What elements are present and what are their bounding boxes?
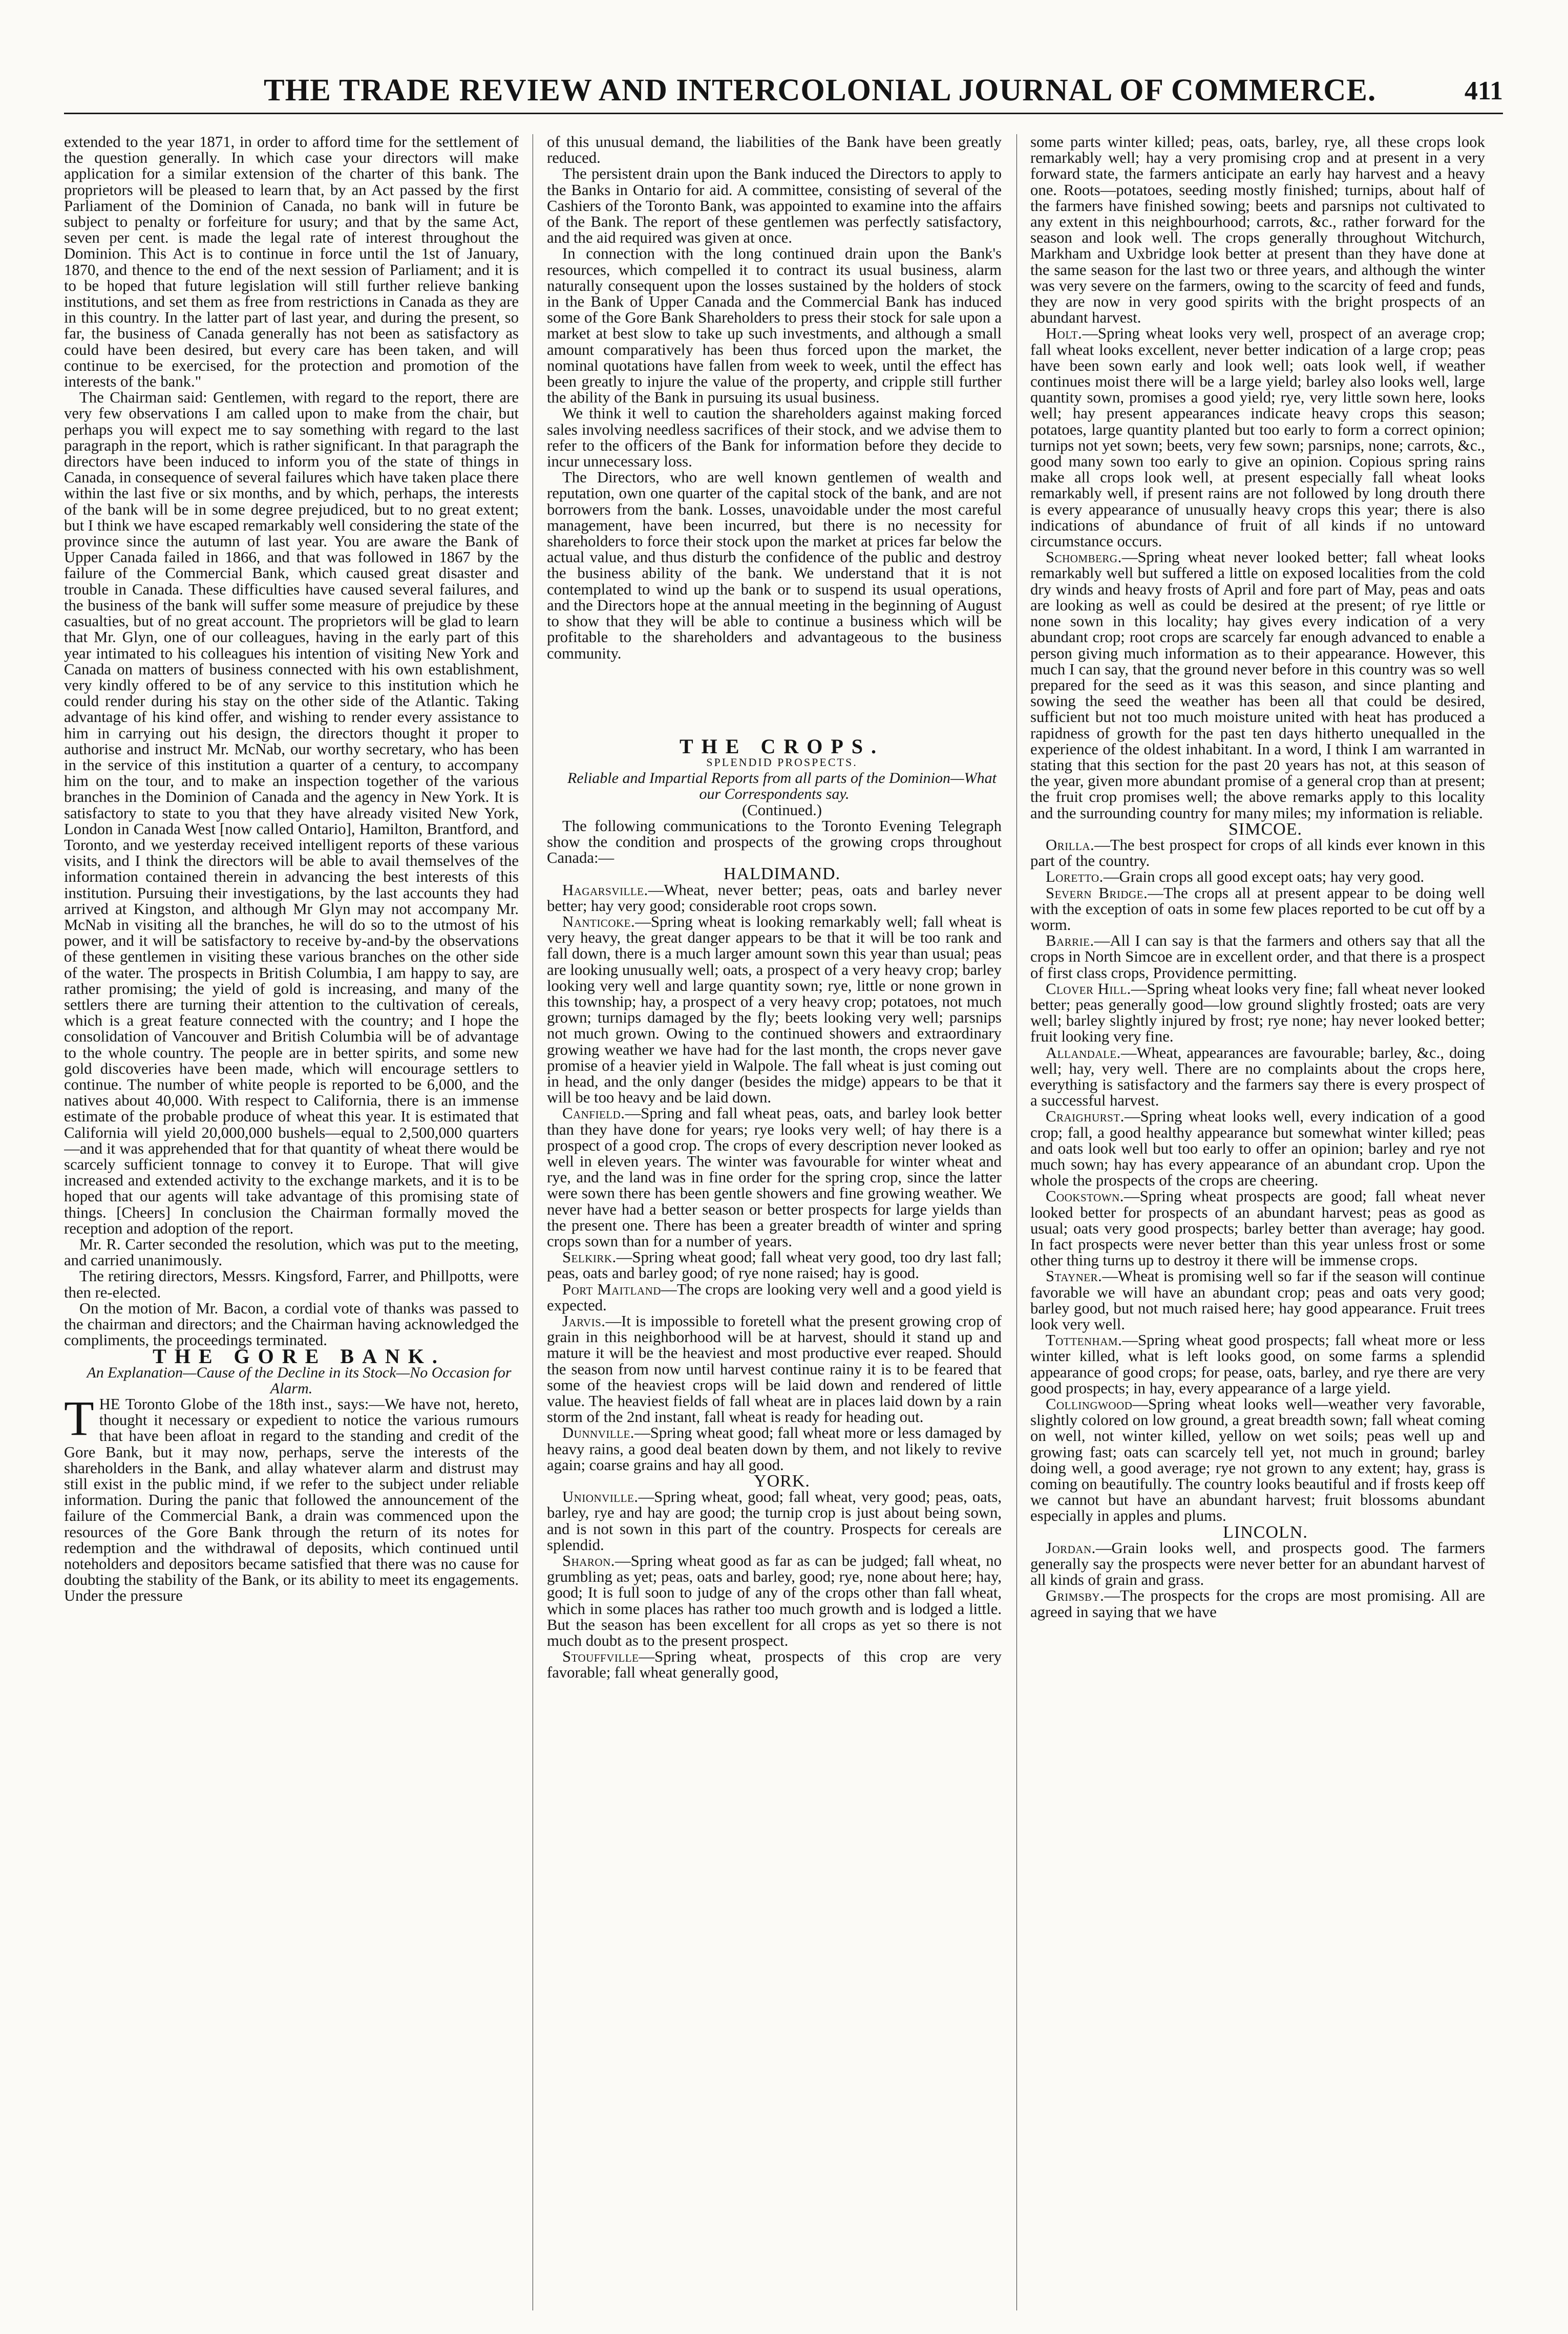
place-name: Barrie. (1046, 932, 1094, 950)
report-entry (1030, 1332, 1485, 1396)
journal-title: THE TRADE REVIEW AND INTERCOLONIAL JOURNAL OF COMMERCE. (264, 73, 1376, 108)
continued-note: (Continued.) (742, 801, 822, 819)
county-heading-york: YORK. (754, 1472, 810, 1491)
place-name: Sharon. (562, 1552, 615, 1570)
county-heading-haldimand: HALDIMAND. (723, 864, 841, 884)
place-name: Jarvis. (562, 1312, 606, 1330)
place-name: Holt. (1046, 325, 1083, 343)
column-rule-2 (1016, 134, 1017, 2310)
report-text: —Wheat, appearances are favourable; barley, &c., doing well; hay, very well. There are no complaints about the crops here, everything is satisfactory and the farmers say there is every prospect of a successful harvest. (1030, 1044, 1485, 1110)
gore-bank-subheading: An Explanation—Cause of the Decline in its Stock—No Occasion for Alarm. (87, 1364, 512, 1397)
report-text: —Spring wheat prospects are good; fall wheat never looked better for prospects of an abundant harvest; peas as good as usual; oats very good prospects; barley better than average; hay good. In fact prospects were never better than this year unless frost or some other thing turns up to destroy it there will be immense crops. (1030, 1187, 1485, 1269)
report-entry (1030, 326, 1485, 549)
place-name: Jordan. (1046, 1539, 1096, 1557)
report-text: —Spring wheat looks well, every indication of a good crop; fall, a good healthy appearance but somewhat winter killed; peas and oats look well but too early to offer an opinion; barley and rye not much sown; hay has every appearance of an abundant crop. Upon the whole the prospects of the crops are cheering. (1030, 1108, 1485, 1190)
county-heading-simcoe: SIMCOE. (1228, 819, 1302, 839)
report-text: —The prospects for the crops are most promising. All are agreed in saying that we have (1030, 1587, 1485, 1621)
report-text: —Spring wheat good prospects; fall wheat more or less winter killed, what is left looks good, on some farms a splendid appearance of good crops; for pease, oats, barley, and rye there are very good prospects; in hay, every appearance of a large yield. (1030, 1331, 1485, 1397)
place-name: Severn Bridge. (1046, 884, 1148, 902)
report-entry (547, 1313, 1002, 1425)
report-text: —It is impossible to foretell what the present growing crop of grain in this neighborhood will be at harvest, should it stand up and mature it will be the heaviest and most productive ever reaped. Should the season from now until harvest continue rainy it is to be feared that some of the heaviest crops will be laid down and rendered of little value. The heaviest fields of fall wheat are in places laid down by a rain storm of the 2nd instant, fall wheat is ready for heading out. (547, 1312, 1002, 1426)
report-entry (1030, 1109, 1485, 1189)
report-entry (547, 914, 1002, 1106)
place-name: Stouffville (562, 1648, 639, 1666)
place-name: Hagarsville. (562, 881, 648, 899)
paragraph: of this unusual demand, the liabilities of the Bank have been greatly reduced. (547, 134, 1002, 167)
report-text: —The crops are looking very well and a good yield is expected. (547, 1280, 1002, 1314)
place-name: Allandale. (1046, 1044, 1121, 1062)
place-name: Collingwood (1046, 1395, 1133, 1413)
report-text: —Spring wheat good; fall wheat very good, too dry last fall; peas, oats and barley good; of rye none raised; hay is good. (547, 1248, 1002, 1282)
report-entry (1030, 981, 1485, 1045)
gore-bank-text: HE Toronto Globe of the 18th inst., says:—We have not, hereto, thought it necessary or expedient to notice the various rumours that have been afloat in regard to the standing and credit of the Gore Bank, but it may now, perhaps, serve the interests of the shareholders in the Bank, and allay whatever alarm and distrust may still exist in the public mind, if we refer to the subject under reliable information. During the panic that followed the announcement of the failure of the Commercial Bank, a drain was commenced upon the resources of the Gore Bank through the return of its notes for redemption and the withdrawal of deposits, which continued until noteholders and depositors became satisfied that there was no cause for doubting the stability of the Bank, or its ability to meet its engagements. Under the pressure (64, 1395, 519, 1605)
report-text: —Wheat is promising well so far if the season will continue favorable we will have an abundant crop; peas and oats very good; barley good, but not much raised here; hay good appearance. Fruit trees look very well. (1030, 1267, 1485, 1333)
column-2 (547, 134, 1002, 2310)
report-entry (547, 882, 1002, 914)
place-name: Canfield. (562, 1105, 625, 1122)
report-text: —Spring wheat is looking remarkably well; fall wheat is very heavy, the great danger appears to be that it will be too rank and fall down, there is a much larger amount sown this year than usual; peas are looking unusually well; oats, a prospect of a very heavy crop; barley looking very well and large quantity sown; rye, little or none grown in this township; hay, a prospect of a very heavy crop; potatoes, not much grown; turnips damaged by the fly; beets looking very well; parsnips not much grown. Owing to the continued showers and extraordinary growing weather we have had for the last month, the crops never gave promise of a heavier yield in Walpole. The fall wheat is just coming out in head, and the only danger (besides the midge) appears to be that it will be too heavy and be laid down. (547, 913, 1002, 1107)
report-entry (1030, 1396, 1485, 1524)
report-entry (1030, 1189, 1485, 1268)
report-entry (1030, 869, 1485, 885)
report-entry (547, 1425, 1002, 1473)
report-text: —Spring and fall wheat peas, oats, and barley look better than they have done for years; rye looks very well; of hay there is a prospect of a good crop. The crops of every description never looked as well in eleven years. The winter was favourable for winter wheat and rye, and the land was in fine order for the spring crop, since the latter were sown there has been gentle showers and fine growing weather. We never have had a better season or better prospects for large yields than the present one. There has been a greater breadth of winter and spring crops sown than for a number of years. (547, 1105, 1002, 1250)
report-entry (1030, 1045, 1485, 1109)
report-entry (1030, 1588, 1485, 1620)
report-entry (547, 1106, 1002, 1249)
place-name: Stayner. (1046, 1267, 1103, 1285)
page-header (64, 73, 1503, 114)
place-name: Loretto. (1046, 868, 1104, 886)
drop-cap: T (64, 1391, 94, 1446)
column-3 (1030, 134, 1485, 2310)
place-name: Nanticoke. (562, 913, 635, 930)
paragraph: extended to the year 1871, in order to afford time for the settlement of the question generally. In which case your directors will make application for a similar extension of the charter of this bank. The proprietors will be pleased to learn that, by an Act passed by the first Parliament of the Dominion of Canada, no bank will in future be subject to penalty or forfeiture for usury; and that by the same Act, seven per cent. is made the legal rate of interest throughout the Dominion. This Act is to continue in force until the 1st of January, 1870, and thence to the end of the next session of Parliament; and it is to be hoped that future legislation will still further relieve banking institutions, and set them as free from restrictions in Canada as they are in this country. In the latter part of last year, and during the present, so far, the business of Canada generally has not been as satisfactory as could have been desired, but every care has been taken, and will continue to be exercised, for the protection and promotion of the interests of the bank." (64, 134, 519, 391)
report-text: —Grain looks well, and prospects good. The farmers generally say the prospects were never better for an abundant harvest of all kinds of grain and grass. (1030, 1539, 1485, 1589)
report-text: —Spring wheat looks very fine; fall wheat never looked better; peas generally good—low ground slightly frosted; oats are very well; barley slightly injured by frost; rye none; hay never looked better; fruit looking very fine. (1030, 980, 1485, 1046)
paragraph: We think it well to caution the shareholders against making forced sales involving needless sacrifices of their stock, and we advise them to refer to the officers of the Bank for information before they decide to incur unnecessary loss. (547, 405, 1002, 471)
crops-subheading: Reliable and Impartial Reports from all parts of the Dominion—What our Correspondents say. (567, 770, 997, 803)
place-name: Dunnville. (562, 1424, 634, 1442)
report-entry (547, 1553, 1002, 1649)
report-text: —Spring wheat looks very well, prospect of an average crop; fall wheat looks excellent, never better indication of a large crop; peas have been sown early and look well; oats look well, if weather continues moist there will be a large yield; barley also looks well, large quantity sown, promises a good yield; rye, very little sown here, looks well; hay present appearances indicate heavy crops this season; potatoes, large quantity planted but too early to form a correct opinion; turnips not yet sown; beets, very few sown; parsnips, none; carrots, &c., good many sown too early to give an opinion. Copious spring rains make all crops look well, at present especially fall wheat looks remarkably well, if present rains are not followed by long drouth there is every appearance of unusually heavy crops this year; there is also indications of abundance of fruit of all kinds if no untoward circumstance occurs. (1030, 325, 1485, 550)
paragraph: The Chairman said: Gentlemen, with regard to the report, there are very few observations I am called upon to make from the chair, but perhaps you will expect me to say something with regard to the last paragraph in the report, which is rather significant. In that paragraph the directors have been induced to inform you of the state of things in Canada, in consequence of several failures which have taken place there within the last five or six months, and by which, perhaps, the interests of the bank will be in some degree prejudiced, but to no great extent; but I think we have escaped remarkably well considering the state of the province since the autumn of last year. You are aware the Bank of Upper Canada failed in 1866, and that was followed in 1867 by the failure of the Commercial Bank, which caused great disaster and trouble in Canada. These difficulties have caused several failures, and the business of the bank will suffer some measure of prejudice by these casualties, but of no great account. The proprietors will be glad to learn that Mr. Glyn, one of our colleagues, having in the early part of this year intimated to his colleagues his intention of visiting New York and Canada on matters of business connected with his own establishment, very kindly offered to be of any service to this institution which he could render during his stay on the other side of the Atlantic. Taking advantage of his kind offer, and wishing to render every assistance to him in carrying out his design, the directors thought it proper to authorise and instruct Mr. McNab, our worthy secretary, who has been in the service of this institution a quarter of a century, to accompany him on the tour, and to make an inspection together of the various branches in the Dominion of Canada and the agency in New York. It is satisfactory to state to you that they have already visited New York, London in Canada West [now called Ontario], Hamilton, Brantford, and Toronto, and we yesterday received intelligent reports of these various visits, and I think the directors will be able to avail themselves of the information contained therein in advancing the best interests of this institution. Pursuing their investigations, by the last accounts they had arrived at Kingston, and although Mr Glyn may not accompany Mr. McNab in visiting all the branches, he will do so to the utmost of his power, and it will be satisfactory to receive by-and-by the observations of these gentlemen in visiting these various branches on the other side of the water. The prospects in British Columbia, I am happy to say, are rather promising; the yield of gold is increasing, and many of the settlers there are turning their attention to the cultivation of cereals, which is a great feature connected with the country; and I hope the consolidation of Vancouver and British Columbia will be of advantage to the whole country. The people are in better spirits, and some new gold discoveries have been made, which will encourage settlers to continue. The number of white people is reported to be 6,000, and the natives about 40,000. With respect to California, there is an immense estimate of the probable produce of wheat this year. It is estimated that California will yield 20,000,000 bushels—equal to 2,500,000 quarters—and it was apprehended that for that quantity of wheat there would be scarcely sufficient tonnage to convey it to Europe. That will give increased and extended activity to the exchange markets, and it is to be hoped that our agents will take advantage of this promising state of things. [Cheers] In conclusion the Chairman formally moved the reception and adoption of the report. (64, 389, 519, 1237)
report-text: —The best prospect for crops of all kinds ever known in this part of the country. (1030, 836, 1485, 870)
report-entry (547, 1249, 1002, 1281)
paragraph: The retiring directors, Messrs. Kingsford, Farrer, and Phillpotts, were then re-elected. (64, 1267, 519, 1301)
report-entry (547, 1649, 1002, 1681)
report-text: —Wheat, never better; peas, oats and barley never better; hay very good; considerable root crops sown. (547, 881, 1002, 915)
place-name: Cookstown. (1046, 1187, 1124, 1205)
report-entry (547, 1282, 1002, 1313)
place-name: Orilla. (1046, 836, 1095, 854)
crops-heading: THE CROPS. (679, 734, 885, 758)
paragraph: On the motion of Mr. Bacon, a cordial vote of thanks was passed to the chairman and directors; and the Chairman having acknowledged the compliments, the proceedings terminated. (64, 1299, 519, 1349)
report-text: —Grain crops all good except oats; hay very good. (1103, 868, 1425, 886)
place-name: Clover Hill. (1046, 980, 1131, 998)
report-entry (1030, 933, 1485, 981)
gore-bank-paragraph (64, 1391, 519, 1605)
gore-bank-heading: THE GORE BANK. (153, 1345, 446, 1368)
report-entry (1030, 1540, 1485, 1588)
report-entry (1030, 1268, 1485, 1332)
paragraph: In connection with the long continued drain upon the Bank's resources, which compelled it to contract its usual business, alarm naturally consequent upon the losses sustained by the holders of stock in the Bank of Upper Canada and the Commercial Bank has induced some of the Gore Bank Shareholders to press their stock for sale upon a market at best slow to take up such investments, and although a small amount comparatively has been thus forced upon the market, the nominal quotations have fallen from week to week, until the effect has been greatly to injure the value of the property, and cripple still further the ability of the Bank in pursuing its usual business. (547, 245, 1002, 407)
paragraph: Mr. R. Carter seconded the resolution, which was put to the meeting, and carried unanimously. (64, 1236, 519, 1269)
place-name: Tottenham. (1046, 1331, 1122, 1349)
paragraph: some parts winter killed; peas, oats, barley, rye, all these crops look remarkably well; hay a very promising crop and at present in a very forward state, the farmers anticipate an early hay harvest and a heavy one. Roots—potatoes, seeding mostly finished; turnips, about half of the farmers have finished sowing; beets and parsnips not cultivated to any extent in this neighbourhood; carrots, &c., rather forward for the season and look well. The crops generally throughout Witchurch, Markham and Uxbridge look better at present than they have done at the same season for the last two or three years, and although the winter was very severe on the farmers, owing to the scarcity of feed and funds, they are now in very good spirits with the bright prospects of an abundant harvest. (1030, 134, 1485, 327)
paragraph: The persistent drain upon the Bank induced the Directors to apply to the Banks in Ontario for aid. A committee, consisting of several of the Cashiers of the Toronto Bank, was appointed to examine into the affairs of the Bank. The report of these gentlemen was perfectly satisfactory, and the aid required was given at once. (547, 165, 1002, 247)
report-text: —The crops all at present appear to be doing well with the exception of oats in some few places reported to be cut off by a worm. (1030, 884, 1485, 933)
report-text: —Spring wheat good as far as can be judged; fall wheat, no grumbling as yet; peas, oats and barley, good; rye, none about here; hay, good; It is full soon to judge of any of the crops other than fall wheat, which in some places has rather too much growth and is lodged a little. But the season has been excellent for all crops as yet so there is not much doubt as to the present prospect. (547, 1552, 1002, 1650)
paragraph: The Directors, who are well known gentlemen of wealth and reputation, own one quarter of the capital stock of the bank, and are not borrowers from the bank. Losses, unavoidable under the most careful management, have been incurred, but there is no necessity for shareholders to force their stock upon the market at prices far below the actual value, and thus disturb the confidence of the public and destroy the business ability of the bank. We understand that it is not contemplated to wind up the bank or to suspend its usual operations, and the Directors hope at the annual meeting in the beginning of August to show that they will be able to continue a business which will be profitable to the shareholders and advantageous to the business community. (547, 469, 1002, 662)
report-text: —Spring wheat never looked better; fall wheat looks remarkably well but suffered a little on exposed localities from the cold dry winds and heavy frosts of April and fore part of May, peas and oats are looking as well as could be desired at the present; of rye little or none sown in this locality; hay gives every indication of a very abundant crop; root crops are scarcely far enough advanced to enable a person giving much information as to their appearance. However, this much I can say, that the ground never before in this country was so well prepared for the seed as it was this season, and since planting and sowing the seed the weather has been all that could be desired, sufficient but not too much moisture united with heat has produced a rapidness of growth for the past ten days hitherto unequalled in the experience of the oldest inhabitant. In a word, I think I am warranted in stating that this section for the past 20 years has not, at this season of the year, given more abundant promise of a general crop than at present; the fruit crop promises well; the above remarks apply to this locality and the surrounding country for many miles; my information is reliable. (1030, 548, 1485, 822)
place-name: Craighurst. (1046, 1108, 1125, 1126)
place-name: Port Maitland (562, 1280, 661, 1298)
report-text: —Spring wheat good; fall wheat more or less damaged by heavy rains, a good deal beaten down by them, and not likely to revive again; coarse grains and hay all good. (547, 1424, 1002, 1474)
paragraph: The following communications to the Toronto Evening Telegraph show the condition and prospects of the growing crops throughout Canada:— (547, 817, 1002, 867)
report-entry (1030, 549, 1485, 821)
report-entry (1030, 885, 1485, 933)
crops-kicker: SPLENDID PROSPECTS. (706, 755, 858, 769)
place-name: Unionville. (562, 1488, 639, 1506)
report-text: —Spring wheat looks well—weather very favorable, slightly colored on low ground, a great breadth sown; fall wheat coming on well, not winter killed, yellow on wet soils; peas well up and growing fast; oats can scarcely tell yet, not much in ground; barley doing well, a good average; rye not grown to any extent; hay, grass is coming on beautifully. The country looks beautiful and if frosts keep off we cannot but have an abundant harvest; fruit blossoms abundant especially in apples and plums. (1030, 1395, 1485, 1525)
place-name: Grimsby. (1046, 1587, 1105, 1605)
report-text: —All I can say is that the farmers and others say that all the crops in North Simcoe are in excellent order, and that there is a prospect of first class crops, Providence permitting. (1030, 932, 1485, 982)
page-number: 411 (1464, 76, 1503, 105)
place-name: Schomberg. (1046, 548, 1122, 566)
county-heading-lincoln: LINCOLN. (1223, 1522, 1308, 1542)
report-text: —Spring wheat, prospects of this crop are very favorable; fall wheat generally good, (547, 1648, 1002, 1682)
column-1 (64, 134, 519, 2310)
report-entry (547, 1489, 1002, 1553)
place-name: Selkirk. (562, 1248, 617, 1266)
report-text: —Spring wheat, good; fall wheat, very good; peas, oats, barley, rye and hay are good; the turnip crop is just about being sown, and is not sown in this part of the country. Prospects for cereals are splendid. (547, 1488, 1002, 1554)
report-entry (1030, 837, 1485, 869)
